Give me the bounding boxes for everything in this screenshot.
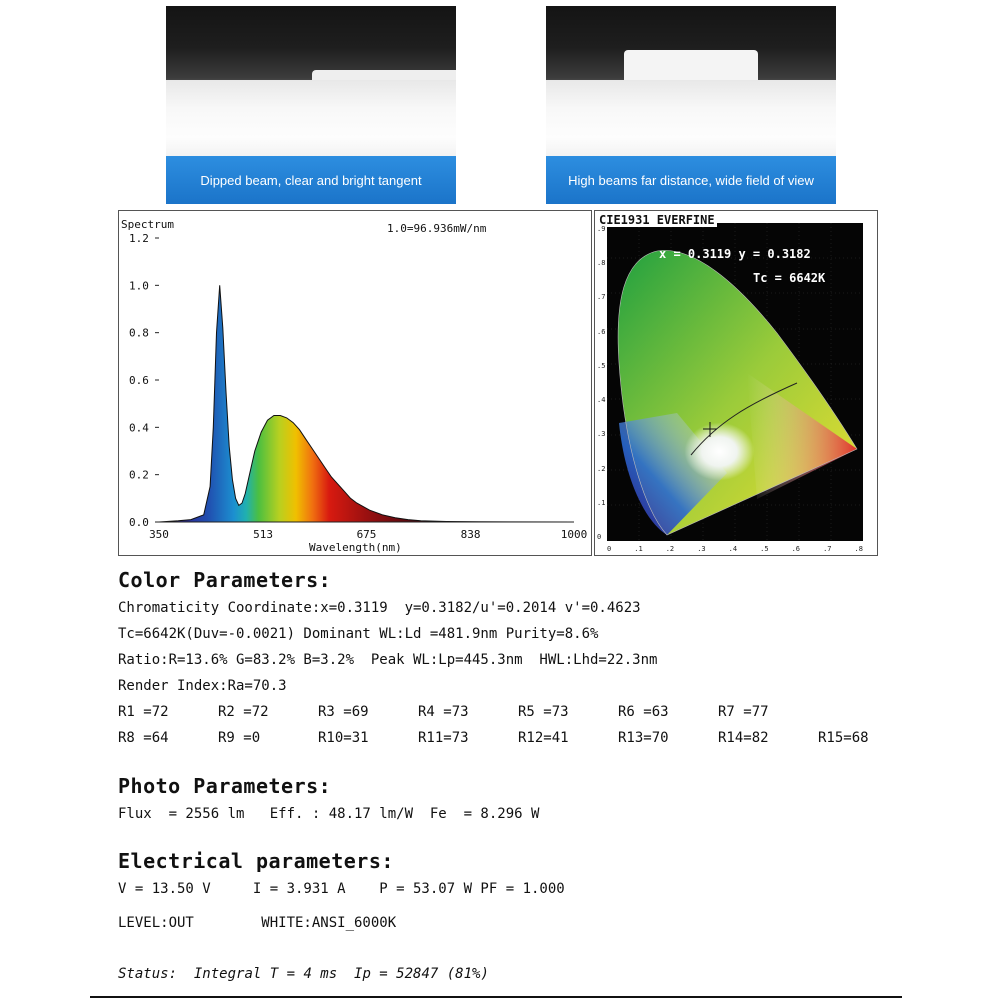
x-tick-label: 513 bbox=[253, 528, 274, 541]
chromaticity-line: Chromaticity Coordinate:x=0.3119 y=0.3182/u'=0.2014 v'=0.4623 bbox=[118, 600, 641, 616]
cie-y-tick: .7 bbox=[597, 293, 606, 302]
spectrum-chart bbox=[118, 210, 592, 556]
render-index-line: Render Index:Ra=70.3 bbox=[118, 678, 287, 694]
tc-line: Tc=6642K(Duv=-0.0021) Dominant WL:Ld =481.9nm Purity=8.6% bbox=[118, 626, 599, 642]
spectrum-plot-svg bbox=[119, 211, 591, 555]
status-value: Integral T = 4 ms Ip = 52847 (81%) bbox=[193, 966, 489, 982]
cie-y-tick: .4 bbox=[597, 396, 606, 405]
render-index-value: R8 =64 bbox=[118, 730, 169, 746]
cie-tc-readout: Tc = 6642K bbox=[753, 271, 826, 285]
cie-y-tick: .2 bbox=[597, 464, 606, 473]
dipped-beam-photo bbox=[166, 6, 456, 204]
flux-line: Flux = 2556 lm Eff. : 48.17 lm/W Fe = 8.296 W bbox=[118, 806, 540, 822]
status-line bbox=[118, 966, 489, 982]
x-axis-label: Wavelength(nm) bbox=[309, 541, 402, 554]
cie-x-tick: .2 bbox=[665, 545, 675, 553]
cie-y-tick: .9 bbox=[597, 225, 606, 233]
cie-x-tick: .6 bbox=[791, 545, 801, 553]
cie-x-tick: 0 bbox=[607, 545, 612, 553]
cie-plot bbox=[607, 223, 863, 541]
bottom-rule bbox=[90, 996, 902, 998]
cie-y-tick: .6 bbox=[597, 327, 606, 336]
high-beam-photo bbox=[546, 6, 836, 204]
cie-y-tick: .8 bbox=[597, 259, 606, 268]
y-tick-label: 0.4 bbox=[129, 421, 149, 435]
x-tick-label: 1000 bbox=[560, 528, 588, 541]
cie-x-tick: .4 bbox=[728, 545, 738, 553]
x-tick-label: 675 bbox=[356, 528, 377, 541]
photo-parameters-heading: Photo Parameters: bbox=[118, 774, 332, 798]
chart-subtitle: 1.0=96.936mW/nm bbox=[387, 222, 487, 235]
render-index-value: R12=41 bbox=[518, 730, 569, 746]
x-tick-label: 350 bbox=[149, 528, 169, 541]
dipped-beam-caption: Dipped beam, clear and bright tangent bbox=[166, 156, 456, 204]
render-index-row-1 bbox=[118, 704, 818, 720]
render-index-value: R14=82 bbox=[718, 730, 769, 746]
status-label: Status: bbox=[118, 966, 178, 982]
cie-x-tick: .8 bbox=[854, 545, 863, 553]
cie-title: CIE1931 EVERFINE bbox=[599, 213, 715, 227]
electrical-line: V = 13.50 V I = 3.931 A P = 53.07 W PF = 1.000 bbox=[118, 881, 565, 897]
render-index-value: R2 =72 bbox=[218, 704, 269, 720]
cie-x-ticks bbox=[607, 545, 863, 553]
ratio-line: Ratio:R=13.6% G=83.2% B=3.2% Peak WL:Lp=445.3nm HWL:Lhd=22.3nm bbox=[118, 652, 658, 668]
cie-y-tick: .3 bbox=[597, 430, 606, 439]
render-index-value: R11=73 bbox=[418, 730, 469, 746]
render-index-value: R10=31 bbox=[318, 730, 369, 746]
cie-y-ticks bbox=[597, 225, 605, 541]
chart-title: Spectrum bbox=[121, 218, 174, 231]
y-tick-label: 1.2 bbox=[129, 232, 149, 245]
color-parameters-heading: Color Parameters: bbox=[118, 568, 332, 592]
cie-x-tick: .5 bbox=[760, 545, 769, 553]
render-index-value: R3 =69 bbox=[318, 704, 369, 720]
render-index-value: R5 =73 bbox=[518, 704, 569, 720]
cie-y-tick: .5 bbox=[597, 361, 606, 370]
y-tick-label: 0.6 bbox=[129, 374, 149, 387]
render-index-value: R6 =63 bbox=[618, 704, 669, 720]
cie-x-tick: .3 bbox=[697, 545, 706, 553]
render-index-row-2 bbox=[118, 730, 918, 746]
render-index-value: R1 =72 bbox=[118, 704, 169, 720]
render-index-value: R4 =73 bbox=[418, 704, 469, 720]
cie-white-point-region bbox=[655, 375, 795, 491]
cie-x-tick: .1 bbox=[634, 545, 643, 553]
y-tick-label: 1.0 bbox=[129, 279, 149, 293]
level-line: LEVEL:OUT WHITE:ANSI_6000K bbox=[118, 915, 397, 931]
high-beam-caption: High beams far distance, wide field of view bbox=[546, 156, 836, 204]
spectrum-area bbox=[159, 285, 574, 522]
cie-x-tick: .7 bbox=[823, 545, 832, 553]
cie-y-tick: 0 bbox=[597, 532, 602, 541]
render-index-value: R7 =77 bbox=[718, 704, 769, 720]
electrical-parameters-heading: Electrical parameters: bbox=[118, 849, 394, 873]
x-tick-label: 838 bbox=[460, 528, 481, 541]
cie-y-tick: .1 bbox=[597, 498, 606, 507]
y-tick-label: 0.2 bbox=[129, 468, 149, 482]
y-tick-label: 0.8 bbox=[129, 326, 149, 340]
y-tick-label: 0.0 bbox=[129, 516, 149, 529]
cie-diagram bbox=[594, 210, 878, 556]
render-index-value: R13=70 bbox=[618, 730, 669, 746]
render-index-value: R9 =0 bbox=[218, 730, 261, 746]
beam-light-area bbox=[546, 80, 836, 162]
cie-coordinate-readout: x = 0.3119 y = 0.3182 bbox=[659, 247, 811, 261]
render-index-value: R15=68 bbox=[818, 730, 869, 746]
beam-light-area bbox=[166, 80, 456, 162]
